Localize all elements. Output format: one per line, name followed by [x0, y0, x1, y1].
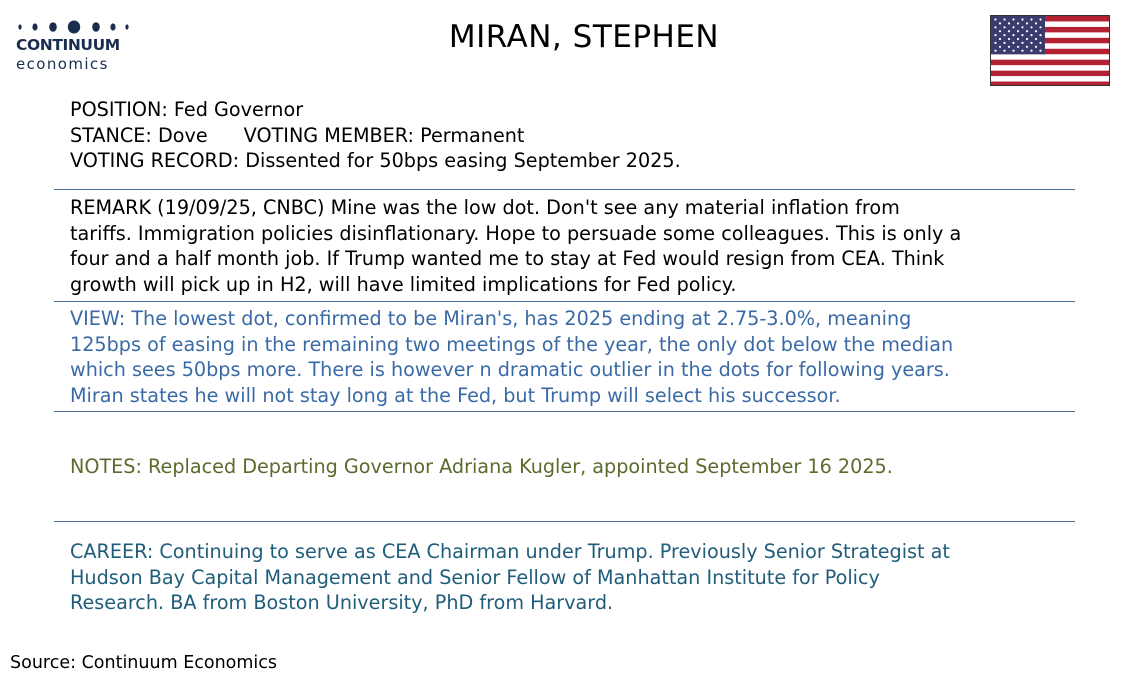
voting-record-label: VOTING RECORD:	[70, 149, 240, 173]
page-title: MIRAN, STEPHEN	[448, 19, 720, 55]
career-line: CAREER: Continuing to serve as CEA Chairman under Trump. Previously Senior Strategist at	[70, 540, 950, 563]
stance-label: STANCE:	[70, 123, 152, 147]
stance-line	[70, 123, 1080, 149]
remark-section	[70, 195, 1080, 297]
stance-value: Dove	[157, 123, 208, 147]
divider	[54, 521, 1075, 522]
view-section	[70, 306, 1080, 408]
remark-line: tariffs. Immigration policies disinflationary. Hope to persuade some colleagues. This is only a	[70, 221, 962, 245]
us-flag-icon	[990, 15, 1110, 86]
career-line: Research. BA from Boston University, PhD from Harvard.	[70, 591, 614, 615]
career-line: Hudson Bay Capital Management and Senior Fellow of Manhattan Institute for Policy	[70, 565, 880, 589]
remark-line: REMARK (19/09/25, CNBC) Mine was the low dot. Don't see any material inflation from	[70, 196, 900, 219]
view-line: Miran states he will not stay long at the Fed, but Trump will select his successor.	[70, 383, 841, 407]
remark-line: growth will pick up in H2, will have limited implications for Fed policy.	[70, 272, 737, 296]
logo-subtitle: economics	[16, 55, 109, 73]
view-line: VIEW: The lowest dot, confirmed to be Miran's, has 2025 ending at 2.75-3.0%, meaning	[70, 307, 912, 330]
view-line: which sees 50bps more. There is however n dramatic outlier in the dots for following years.	[70, 358, 950, 382]
voting-record-line	[70, 148, 1080, 174]
notes-text: NOTES: Replaced Departing Governor Adriana Kugler, appointed September 16 2025.	[70, 455, 893, 478]
notes-section	[70, 454, 1080, 480]
divider	[54, 189, 1075, 190]
profile-summary	[70, 97, 1080, 174]
position-label: POSITION:	[70, 98, 168, 121]
voting-member-label: VOTING MEMBER:	[243, 123, 414, 147]
source-note: Source: Continuum Economics	[10, 653, 278, 673]
divider	[54, 301, 1075, 302]
voting-member-value: Permanent	[420, 123, 525, 147]
divider	[54, 411, 1075, 412]
logo-name: CONTINUUM	[16, 36, 120, 54]
voting-record-value: Dissented for 50bps easing September 2025.	[245, 149, 681, 173]
career-section	[70, 539, 1080, 616]
position-line	[70, 97, 1080, 123]
remark-line: four and a half month job. If Trump wanted me to stay at Fed would resign from CEA. Think	[70, 247, 945, 271]
position-value: Fed Governor	[173, 98, 304, 121]
view-line: 125bps of easing in the remaining two meetings of the year, the only dot below the median	[70, 332, 954, 356]
